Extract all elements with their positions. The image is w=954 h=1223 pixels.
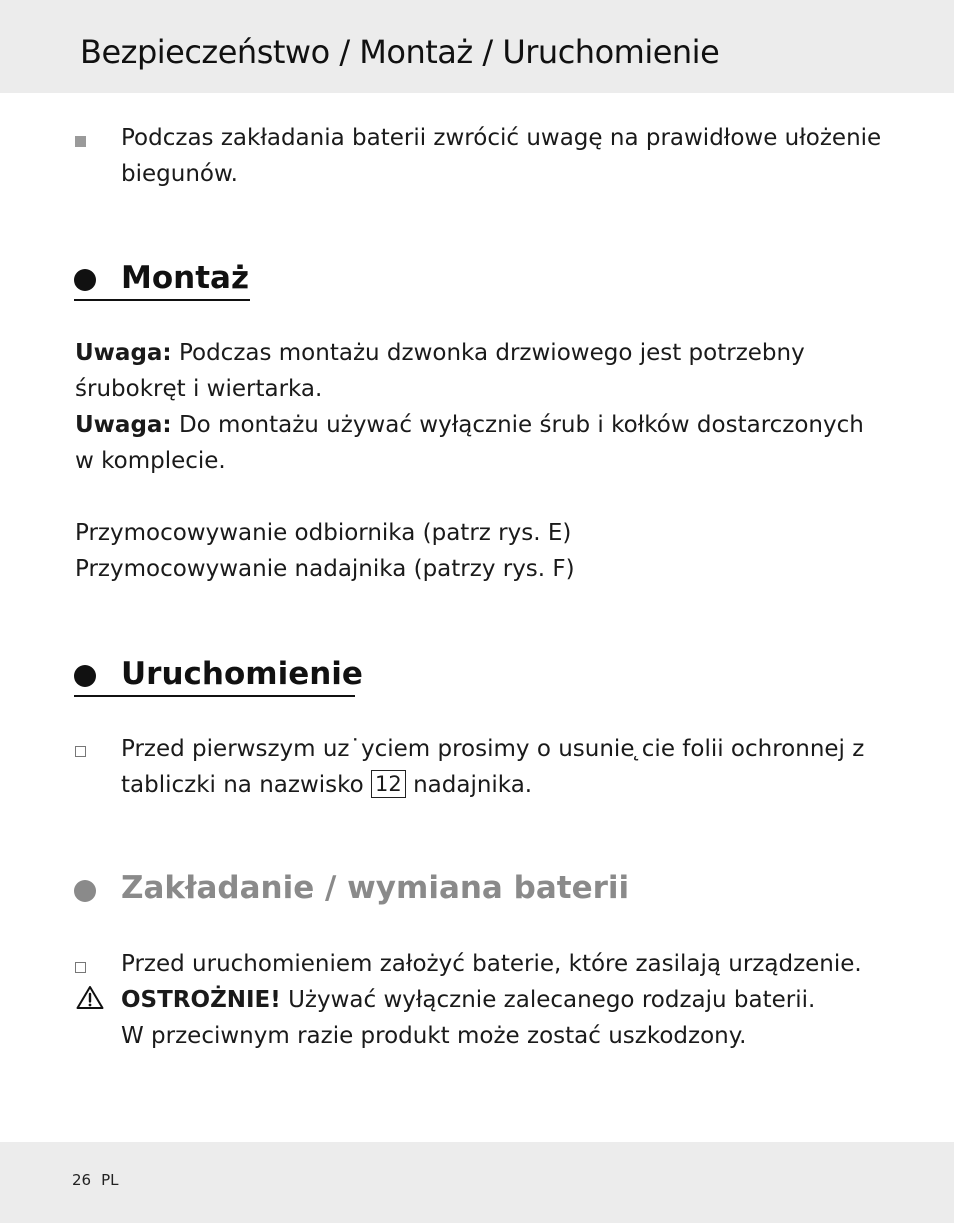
section-dot-icon [74, 269, 96, 291]
page-title: Bezpieczeństwo / Montaż / Uruchomienie [80, 33, 720, 71]
note-1-text: Podczas montażu dzwonka drzwiowego jest potrzebny [178, 340, 805, 366]
warning-text: Używać wyłącznie zalecanego rodzaju baterii. [288, 987, 816, 1013]
section-dot-icon [74, 880, 96, 902]
section-title-baterie: Zakładanie / wymiana baterii [121, 870, 630, 906]
page-number: 26 [72, 1171, 92, 1189]
note-1-line-2: śrubokręt i wiertarka. [75, 376, 323, 402]
section-title-uruchomienie: Uruchomienie [121, 656, 363, 692]
page-footer [0, 1142, 954, 1223]
intro-line-1: Podczas zakładania baterii zwrócić uwagę na prawidłowe ułożenie [121, 125, 882, 151]
part-number-ref: 12 [371, 770, 406, 798]
fix-receiver: Przymocowywanie odbiornika (patrz rys. E) [75, 520, 572, 546]
page-header [0, 0, 954, 93]
checkbox-square-icon [75, 962, 86, 973]
bullet-square-icon [75, 136, 86, 147]
warning-line-1 [121, 982, 815, 1018]
baterie-line-1: Przed uruchomieniem założyć baterie, które zasilają urządzenie. [121, 951, 862, 977]
uruchomienie-text-pre: tabliczki na nazwisko [121, 772, 364, 798]
warning-line-2: W przeciwnym razie produkt może zostać uszkodzony. [121, 1023, 747, 1049]
section-underline [74, 695, 355, 697]
intro-line-2: biegunów. [121, 161, 238, 187]
note-1-label: Uwaga: [75, 340, 172, 366]
section-underline [74, 299, 250, 301]
language-code: PL [101, 1171, 119, 1189]
warning-triangle-icon [76, 985, 104, 1010]
section-dot-icon [74, 665, 96, 687]
uruchomienie-text-post: nadajnika. [413, 772, 533, 798]
note-2-label: Uwaga: [75, 412, 172, 438]
checkbox-square-icon [75, 746, 86, 757]
section-title-montaz: Montaż [121, 260, 249, 296]
note-2-line-1 [75, 407, 864, 443]
fix-transmitter: Przymocowywanie nadajnika (patrzy rys. F) [75, 556, 575, 582]
footer-info [72, 1171, 119, 1189]
note-1-line-1 [75, 335, 805, 371]
note-2-line-2: w komplecie. [75, 448, 226, 474]
warning-label: OSTROŻNIE! [121, 987, 281, 1013]
uruchomienie-line-2 [121, 767, 532, 803]
note-2-text: Do montażu używać wyłącznie śrub i kołków dostarczonych [178, 412, 864, 438]
uruchomienie-line-1: Przed pierwszym uz˙yciem prosimy o usunie ̨cie folii ochronnej z [121, 736, 865, 762]
